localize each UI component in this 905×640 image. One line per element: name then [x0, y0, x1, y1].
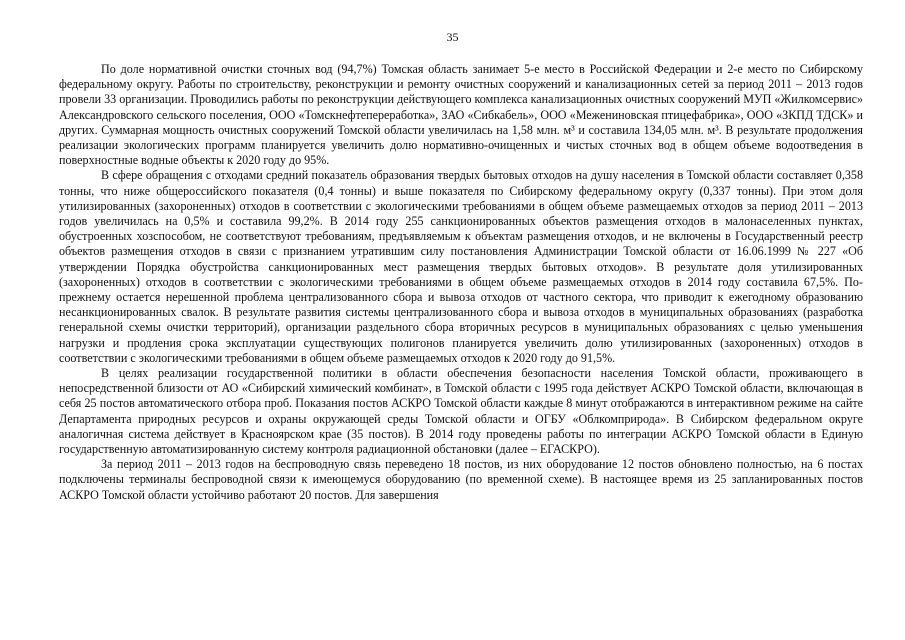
paragraph-wastewater: По доле нормативной очистки сточных вод (94,7%) Томская область занимает 5-е место в Российской Федерации и 2-е место по Сибирскому федеральному округу. Работы по строительству, реконструкции и ремонту очистных сооружений и канализационных сетей за период 2011 – 2013 годов провели 33 организации. Проводились работы по реконструкции действующего комплекса канализационных очистных сооружений МУП «Жилкомсервис» Александровского сельского поселения, ООО «Томскнефтепереработка», ЗАО «Сибкабель», ООО «Межениновская птицефабрика», ООО «ЗКПД ТДСК» и других. Суммарная мощность очистных сооружений Томской области увеличилась на 1,58 млн. м³ и составила 134,05 млн. м³. В результате продолжения реализации экологических программ планируется увеличить долю нормативно-очищенных и чистых сточных вод в общем объеме водоотведения в поверхностные водные объекты к 2020 году до 95%. [59, 62, 863, 168]
page-number: 35 [446, 30, 459, 44]
paragraph-radiation-monitoring: В целях реализации государственной политики в области обеспечения безопасности населения Томской области, проживающего в непосредственной близости от АО «Сибирский химический комбинат», в Томской области с 1995 года действует АСКРО Томской области, включающая в себя 25 постов автоматического отбора проб. Показания постов АСКРО Томской области каждые 8 минут отображаются в интерактивном режиме на сайте Департамента природных ресурсов и охраны окружающей среды Томской области и ОГБУ «Облкомприрода». В Сибирском федеральном округе аналогичная система действует в Красноярском крае (35 постов). В 2014 году проведены работы по интеграции АСКРО Томской области в Единую государственную автоматизированную систему контроля радиационной обстановки (далее – ЕГАСКРО). [59, 366, 863, 457]
paragraph-wireless-posts: За период 2011 – 2013 годов на беспроводную связь переведено 18 постов, из них оборудование 12 постов обновлено полностью, на 6 постах подключены терминалы беспроводной связи к имеющемуся оборудованию (по временной схеме). В настоящее время из 25 запланированных постов АСКРО Томской области устойчиво работают 20 постов. Для завершения [59, 457, 863, 502]
paragraph-waste-management: В сфере обращения с отходами средний показатель образования твердых бытовых отходов на душу населения в Томской области составляет 0,358 тонны, что ниже общероссийского показателя (0,4 тонны) и выше показателя по Сибирскому федеральному округу (0,337 тонны). При этом доля утилизированных (захороненных) отходов в соответствии с экологическими требованиями в общем объеме размещаемых отходов за период 2011 – 2013 годов увеличилась на 0,5% и составила 99,2%. В 2014 году 255 санкционированных объектов размещения отходов в малонаселенных пунктах, обустроенных хозспособом, не соответствуют требованиям, предъявляемым к объектам размещения отходов, и не включены в Государственный реестр объектов размещения отходов в связи с признанием утратившим силу постановления Администрации Томской области от 16.06.1999 № 227 «Об утверждении Порядка обустройства санкционированных мест размещения твердых бытовых отходов». В результате доля утилизированных (захороненных) отходов в соответствии с экологическими требованиями в общем объеме размещаемых отходов в 2014 году составила 67,5%. По-прежнему остается нерешенной проблема централизованного сбора и вывоза отходов от частного сектора, что приводит к ежегодному образованию несанкционированных свалок. В результате развития системы централизованного сбора и вывоза отходов в муниципальных образованиях (разработка генеральной схемы очистки территорий), организации раздельного сбора вторичных ресурсов в муниципальных образованиях с целью уменьшения нагрузки и продления срока эксплуатации существующих полигонов планируется увеличить долю утилизированных (захороненных) отходов в соответствии с экологическими требованиями в общем объеме размещаемых отходов к 2020 году до 91,5%. [59, 168, 863, 365]
document-body [59, 62, 863, 503]
